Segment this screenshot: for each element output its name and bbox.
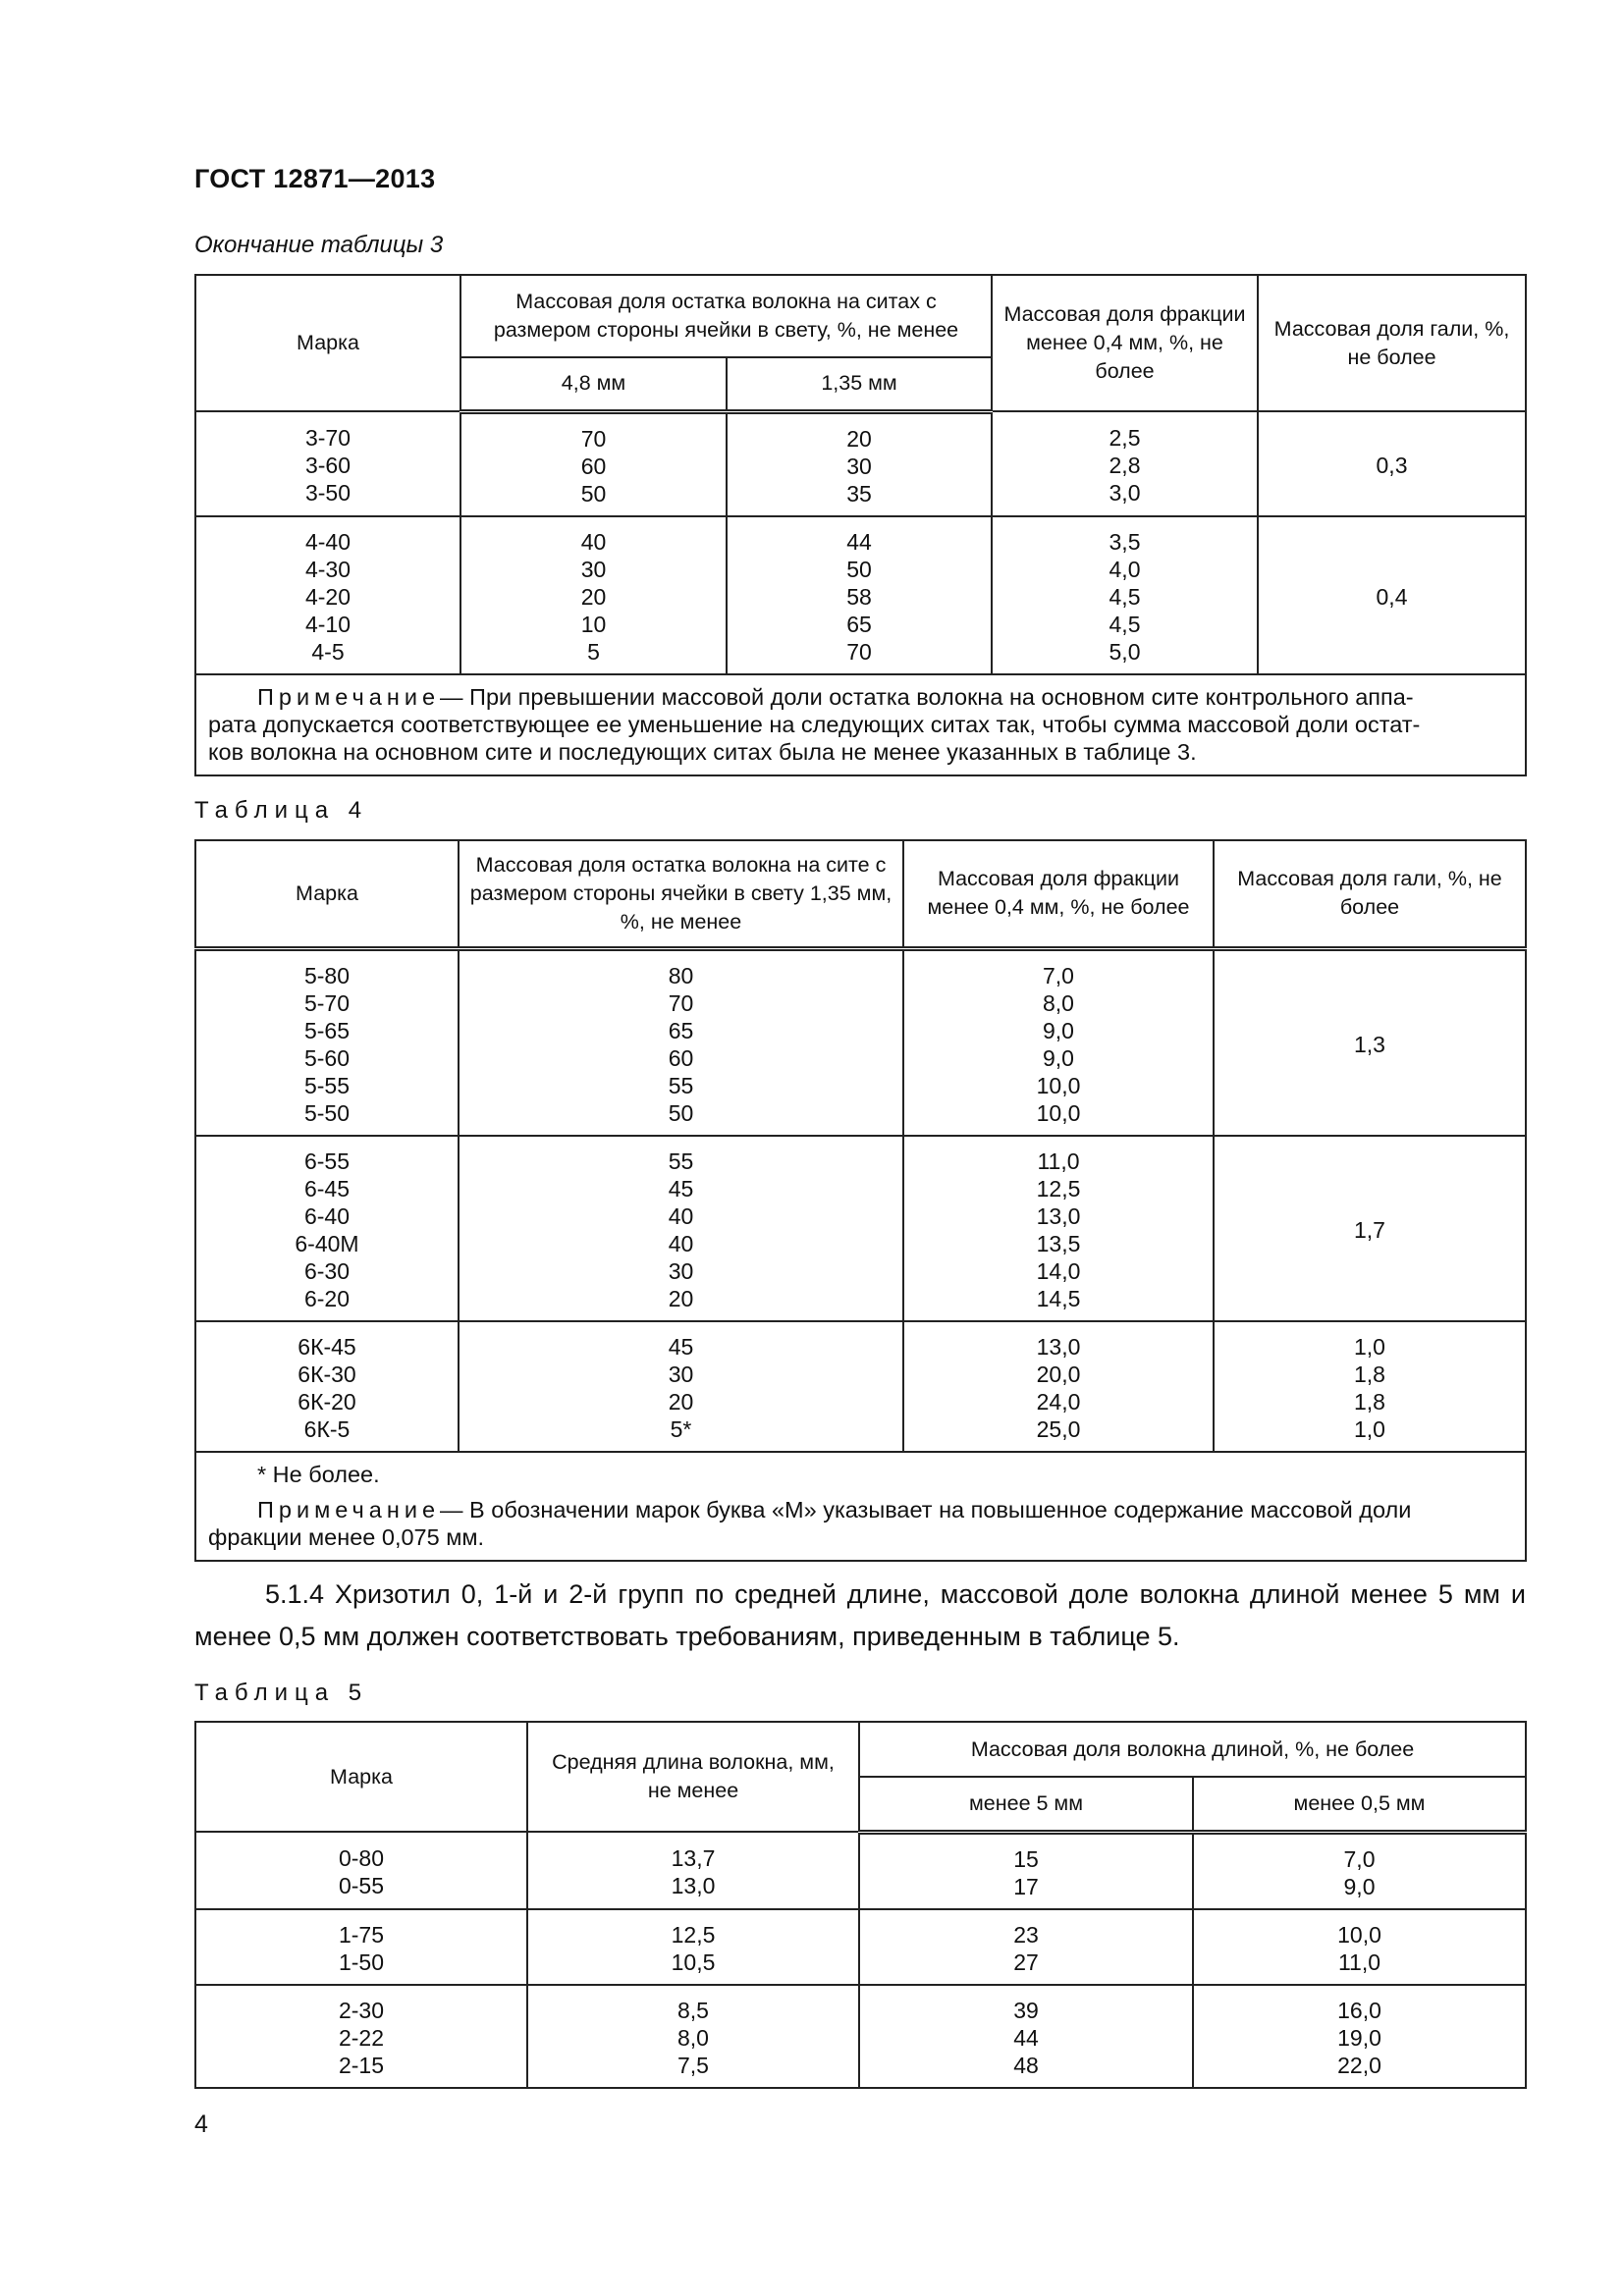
t5-g3-less5: 39 44 48 [859, 1985, 1193, 2088]
t4-group-row [195, 1321, 1526, 1452]
table5-caption: Таблица 5 [194, 1680, 369, 1706]
t5-g3-avg: 8,5 8,0 7,5 [527, 1985, 859, 2088]
t4-header-gali: Массовая доля гали, %, не более [1214, 840, 1526, 948]
t3-header-residue: Массовая доля остатка волокна на ситах с размером стороны ячейки в свету, %, не менее [460, 275, 992, 357]
t4-g3-fraction: 13,0 20,0 24,0 25,0 [903, 1321, 1214, 1452]
paragraph-5-1-4: 5.1.4 Хризотил 0, 1-й и 2-й групп по средней длине, массовой доле волокна длиной менее 5 мм и менее 0,5 мм должен соответствовать требованиям, приведенным в таблице 5. [194, 1579, 1526, 1651]
t5-group-row [195, 1985, 1526, 2088]
t4-g1-gali: 1,3 [1214, 948, 1526, 1136]
t4-g2-residue: 55 45 40 40 30 20 [459, 1136, 903, 1321]
t4-g2-gali: 1,7 [1214, 1136, 1526, 1321]
t3-header-gali: Массовая доля гали, %, не более [1258, 275, 1526, 411]
t3-group-row [195, 516, 1526, 674]
t3-g2-fraction: 3,5 4,0 4,5 4,5 5,0 [992, 516, 1258, 674]
t3-g2-sieve-48: 40 30 20 10 5 [460, 516, 727, 674]
t3-g2-marks: 4-40 4-30 4-20 4-10 4-5 [195, 516, 460, 674]
t3-note-lead: Примечание [257, 683, 441, 710]
page-number: 4 [194, 2110, 208, 2138]
t5-group-row [195, 1832, 1526, 1909]
t3-g1-marks: 3-70 3-60 3-50 [195, 411, 460, 516]
t5-g1-avg: 13,7 13,0 [527, 1832, 859, 1909]
t4-g3-residue: 45 30 20 5* [459, 1321, 903, 1452]
t5-group-row [195, 1909, 1526, 1985]
t3-g2-sieve-135: 44 50 58 65 70 [727, 516, 992, 674]
t3-g1-fraction: 2,5 2,8 3,0 [992, 411, 1258, 516]
t4-header-residue: Массовая доля остатка волокна на сите с размером стороны ячейки в свету 1,35 мм, %, не менее [459, 840, 903, 948]
t4-g1-fraction: 7,0 8,0 9,0 9,0 10,0 10,0 [903, 948, 1214, 1136]
t4-header-fraction: Массовая доля фракции менее 0,4 мм, %, не более [903, 840, 1214, 948]
table-4 [194, 839, 1527, 1562]
t4-header-mark: Марка [195, 840, 459, 948]
t5-g2-marks: 1-75 1-50 [195, 1909, 527, 1985]
table-3 [194, 274, 1527, 776]
table-5 [194, 1721, 1527, 2089]
t3-g1-sieve-48: 70 60 50 [460, 411, 727, 516]
t4-g2-marks: 6-55 6-45 6-40 6-40М 6-30 6-20 [195, 1136, 459, 1321]
t4-footnote: * Не более. [257, 1461, 380, 1487]
t4-note-lead: Примечание [257, 1496, 441, 1522]
table3-caption: Окончание таблицы 3 [194, 232, 444, 258]
t5-g3-less05: 16,0 19,0 22,0 [1193, 1985, 1526, 2088]
document-title: ГОСТ 12871—2013 [194, 164, 436, 193]
t4-g1-marks: 5-80 5-70 5-65 5-60 5-55 5-50 [195, 948, 459, 1136]
t5-g1-less05: 7,0 9,0 [1193, 1832, 1526, 1909]
t3-g2-gali: 0,4 [1258, 516, 1526, 674]
t4-g1-residue: 80 70 65 60 55 50 [459, 948, 903, 1136]
table4-caption: Таблица 4 [194, 797, 369, 824]
t4-group-row [195, 948, 1526, 1136]
t3-header-fraction: Массовая доля фракции менее 0,4 мм, %, не более [992, 275, 1258, 411]
t4-group-row [195, 1136, 1526, 1321]
t3-header-mark: Марка [195, 275, 460, 411]
t5-g2-less5: 23 27 [859, 1909, 1193, 1985]
t5-g1-marks: 0-80 0-55 [195, 1832, 527, 1909]
t5-g3-marks: 2-30 2-22 2-15 [195, 1985, 527, 2088]
t5-header-length-group: Массовая доля волокна длиной, %, не более [859, 1722, 1526, 1777]
t4-g3-gali: 1,0 1,8 1,8 1,0 [1214, 1321, 1526, 1452]
t5-header-avg-length: Средняя длина волокна, мм, не менее [527, 1722, 859, 1832]
t3-g1-gali: 0,3 [1258, 411, 1526, 516]
t4-g3-marks: 6К-45 6К-30 6К-20 6К-5 [195, 1321, 459, 1452]
t5-g2-less05: 10,0 11,0 [1193, 1909, 1526, 1985]
t3-header-sieve-48: 4,8 мм [460, 357, 727, 411]
t5-header-less-5: менее 5 мм [859, 1777, 1193, 1832]
t5-header-mark: Марка [195, 1722, 527, 1832]
t3-header-sieve-135: 1,35 мм [727, 357, 992, 411]
t4-g2-fraction: 11,0 12,5 13,0 13,5 14,0 14,5 [903, 1136, 1214, 1321]
t5-g2-avg: 12,5 10,5 [527, 1909, 859, 1985]
t3-g1-sieve-135: 20 30 35 [727, 411, 992, 516]
t5-g1-less5: 15 17 [859, 1832, 1193, 1909]
t3-note: Примечание— При превышении массовой доли остатка волокна на основном сите контрольного аппа- рата допускается соответствующее ее уменьшение на следующих ситах так, чтобы сумма массовой доли остат- ков волокна на основном сите и последующих ситах была не менее указанных в таблице 3. [195, 674, 1526, 775]
t5-header-less-05: менее 0,5 мм [1193, 1777, 1526, 1832]
t4-note: * Не более. Примечание— В обозначении марок буква «М» указывает на повышенное содержание массовой доли фракции менее 0,075 мм. [195, 1452, 1526, 1561]
t3-group-row [195, 411, 1526, 516]
